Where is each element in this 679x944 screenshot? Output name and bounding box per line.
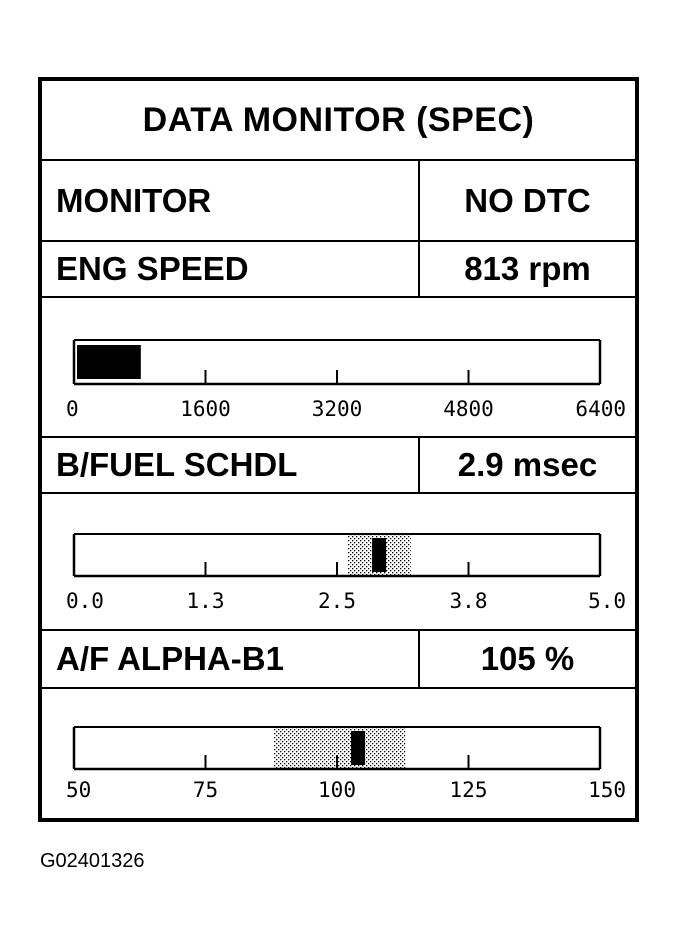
bfuel-label: B/FUEL SCHDL bbox=[42, 438, 420, 492]
monitor-row bbox=[42, 161, 635, 242]
gauge-tick-label: 75 bbox=[192, 778, 219, 802]
monitor-value: NO DTC bbox=[464, 181, 591, 219]
gauge-tick-label: 125 bbox=[449, 778, 488, 802]
spec-range-band bbox=[274, 727, 406, 769]
af-alpha-row bbox=[42, 631, 635, 689]
figure-id: G02401326 bbox=[40, 850, 145, 872]
gauge-tick-label: 150 bbox=[588, 778, 626, 802]
gauge-tick-label: 6400 bbox=[575, 397, 626, 421]
value-fill-bar bbox=[77, 345, 141, 379]
gauge-tick-label: 100 bbox=[318, 778, 356, 802]
bfuel-value: 2.9 msec bbox=[457, 446, 598, 483]
gauge-tick-label: 0.0 bbox=[66, 589, 104, 613]
af-alpha-value: 105 % bbox=[480, 640, 575, 677]
gauge-tick-label: 3200 bbox=[311, 397, 363, 421]
gauge-tick-label: 5.0 bbox=[588, 589, 626, 613]
eng-speed-gauge bbox=[42, 298, 635, 436]
monitor-label: MONITOR bbox=[42, 161, 420, 240]
gauge-tick-label: 3.8 bbox=[449, 589, 488, 613]
gauge-tick-label: 2.5 bbox=[318, 589, 356, 613]
gauge-tick-label: 50 bbox=[66, 778, 92, 802]
eng-speed-label: ENG SPEED bbox=[42, 242, 420, 296]
af-alpha-label: A/F ALPHA-B1 bbox=[42, 631, 420, 687]
value-marker bbox=[372, 538, 386, 572]
gauge-tick-label: 1.3 bbox=[186, 589, 225, 613]
data-monitor-panel bbox=[38, 77, 639, 822]
af-alpha-gauge-row bbox=[42, 689, 635, 818]
bfuel-row bbox=[42, 438, 635, 494]
bfuel-gauge bbox=[42, 494, 635, 629]
eng-speed-row bbox=[42, 242, 635, 298]
eng-speed-gauge-row bbox=[42, 298, 635, 438]
gauge-tick-label: 1600 bbox=[180, 397, 231, 421]
gauge-tick-label: 0 bbox=[66, 397, 79, 421]
gauge-tick-label: 4800 bbox=[443, 397, 494, 421]
panel-title: DATA MONITOR (SPEC) bbox=[42, 81, 635, 161]
bfuel-gauge-row bbox=[42, 494, 635, 631]
value-marker bbox=[351, 731, 365, 765]
af-alpha-gauge bbox=[42, 689, 635, 818]
eng-speed-value: 813 rpm bbox=[464, 250, 591, 287]
